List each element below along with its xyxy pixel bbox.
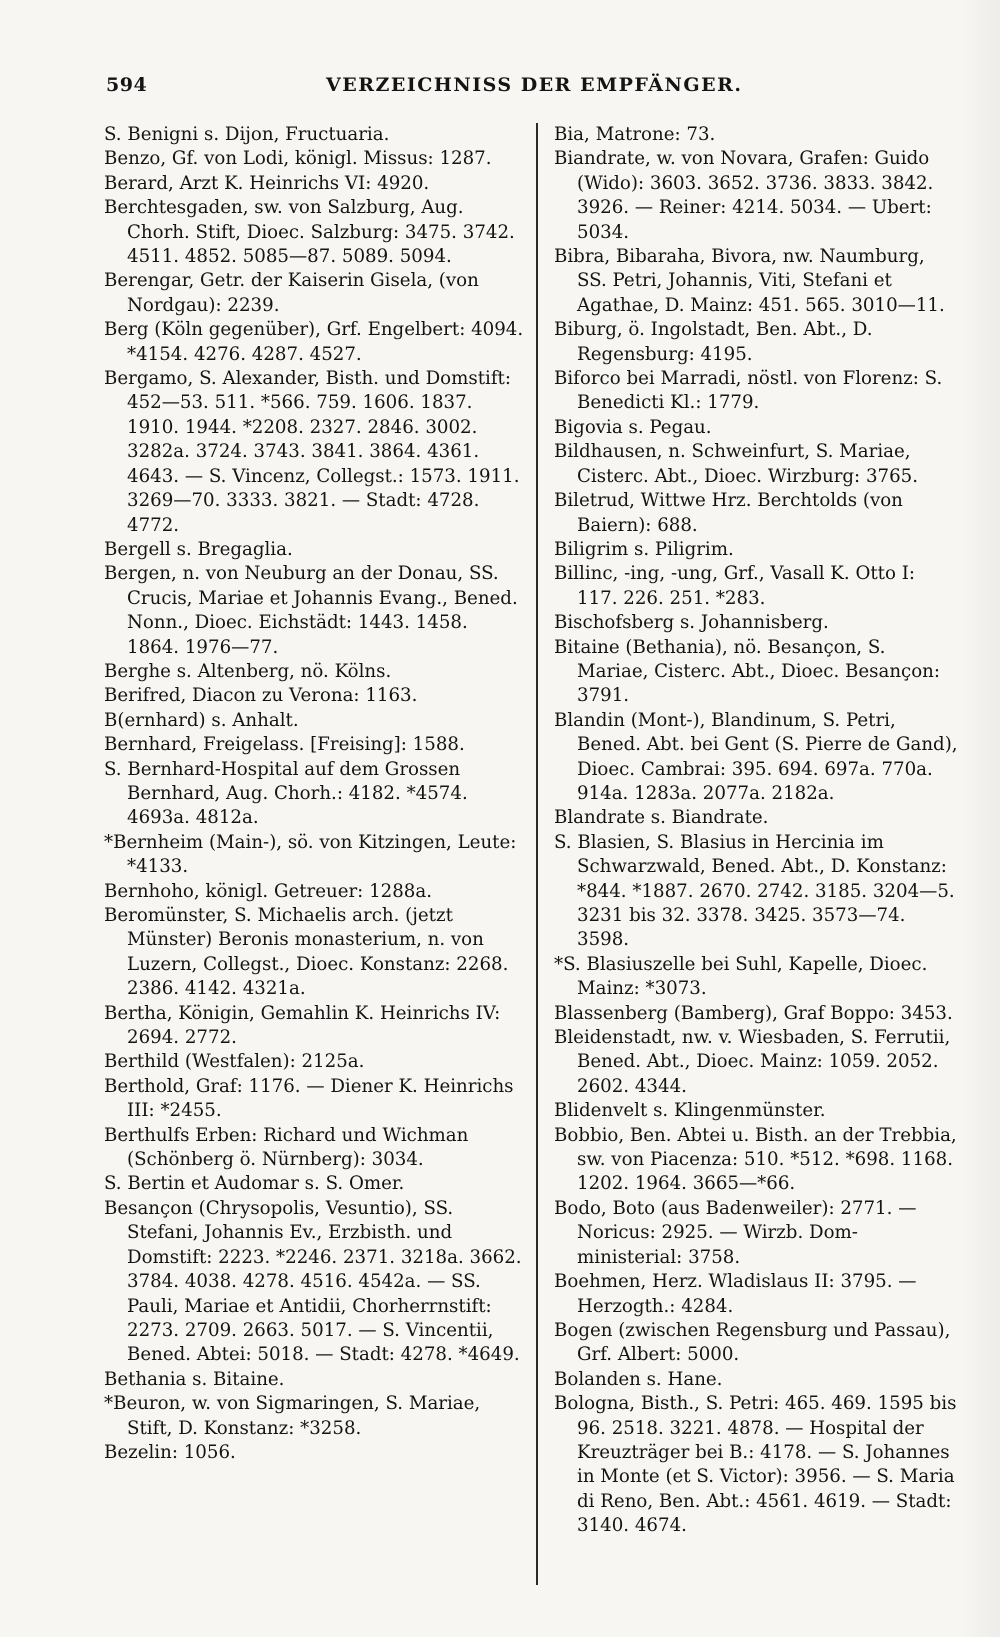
index-entry: Berthild (Westfalen): 2125a. [104,1051,365,1073]
running-head: VERZEICHNISS DER EMPFÄNGER. [326,74,743,96]
scan-shading [960,0,1000,1637]
index-entry: Berengar, Getr. der Kaiserin Gisela, (von Nordgau): 2239. [104,270,479,316]
index-entry: Berg (Köln gegenüber), Grf. Engelbert: 4094. *4154. 4276. 4287. 4527. [104,319,524,365]
left-column [104,123,524,1465]
index-entry: Bergamo, S. Alexander, Bisth. und Domstift: 452—53. 511. *566. 759. 1606. 1837. 1910. 1944. *2208. 2327. 2846. 3002. 3282a. 3724. 3743. 3841. 3864. 4361. 4643. — S. Vincenz, Collegst.: 1573. 1911. 3269—70. 3333. 3821. — Stadt: 4728. 4772. [104,368,520,536]
index-entry: Berard, Arzt K. Heinrichs VI: 4920. [104,172,430,194]
index-entry: Bernhoho, königl. Getreuer: 1288a. [104,880,432,902]
index-entry: Bethania s. Bitaine. [104,1368,285,1390]
index-entry: Berthold, Graf: 1176. — Diener K. Heinrichs III: *2455. [104,1075,514,1122]
index-entry: Blandin (Mont-), Blandinum, S. Petri, Bened. Abt. bei Gent (S. Pierre de Gand), Dioec. Cambrai: 395. 694. 697a. 770a. 914a. 1283a. 2077a. 2182a. [554,709,958,804]
index-entry: *S. Blasiuszelle bei Suhl, Kapelle, Dioec. Mainz: *3073. [554,953,928,1000]
index-entry: S. Benigni s. Dijon, Fructuaria. [104,124,390,145]
index-entry: Bergell s. Bregaglia. [104,538,293,560]
index-entry: Berthulfs Erben: Richard und Wichman (Schönberg ö. Nürnberg): 3034. [104,1124,469,1171]
right-column [554,123,959,1539]
index-entry: *Beuron, w. von Sigmaringen, S. Mariae, Stift, D. Konstanz: *3258. [104,1393,481,1439]
index-entry: Besançon (Chrysopolis, Vesuntio), SS. Stefani, Johannis Ev., Erzbisth. und Domstift: 2223. *2246. 2371. 3218a. 3662. 3784. 4038. 4278. 4516. 4542a. — SS. Pauli, Mariae et Antidii, Chorherrnstift: 2273. 2709. 2663. 5017. — S. Vincentii, Bened. Abtei: 5018. — Stadt: 4278. *4649. [104,1197,522,1366]
index-entry: *Bernheim (Main-), sö. von Kitzingen, Leute: *4133. [104,831,517,878]
index-entry: Billinc, -ing, -ung, Grf., Vasall K. Otto I: 117. 226. 251. *283. [554,563,916,609]
index-entry: Blidenvelt s. Klingenmünster. [554,1100,826,1122]
index-entry: Boehmen, Herz. Wladislaus II: 3795. — Herzogth.: 4284. [554,1271,917,1317]
index-entry: Bleidenstadt, nw. v. Wiesbaden, S. Ferrutii, Bened. Abt., Dioec. Mainz: 1059. 2052. 2602. 4344. [554,1027,951,1097]
index-entry: Biligrim s. Piligrim. [554,538,734,560]
index-entry: Bertha, Königin, Gemahlin K. Heinrichs IV: 2694. 2772. [104,1002,501,1049]
index-entry: Biletrud, Wittwe Hrz. Berchtolds (von Baiern): 688. [554,490,903,536]
index-entry: Bobbio, Ben. Abtei u. Bisth. an der Trebbia, sw. von Piacenza: 510. *512. *698. 1168. 1202. 1964. 3665—*66. [554,1124,957,1195]
index-entry: S. Bertin et Audomar s. S. Omer. [104,1173,405,1195]
index-entry: Bologna, Bisth., S. Petri: 465. 469. 1595 bis 96. 2518. 3221. 4878. — Hospital der Kreuzträger bei B.: 4178. — S. Johannes in Monte (et S. Victor): 3956. — S. Maria di Reno, Ben. Abt.: 4561. 4619. — Stadt: 3140. 4674. [554,1393,957,1537]
index-entry: Beromünster, S. Michaelis arch. (jetzt Münster) Beronis monasterium, n. von Luzern, Collegst., Dioec. Konstanz: 2268. 2386. 4142. 4321a. [104,905,509,1000]
index-entry: Blandrate s. Biandrate. [554,807,769,829]
page-header [106,74,906,102]
index-entry: Bildhausen, n. Schweinfurt, S. Mariae, Cisterc. Abt., Dioec. Wirzburg: 3765. [554,441,919,487]
index-entry: Bernhard, Freigelass. [Freising]: 1588. [104,734,465,756]
index-entry: Biforco bei Marradi, nöstl. von Florenz: S. Benedicti Kl.: 1779. [554,368,943,414]
page-number: 594 [106,74,148,96]
index-entry: Benzo, Gf. von Lodi, königl. Missus: 1287. [104,148,492,170]
index-entry: Biburg, ö. Ingolstadt, Ben. Abt., D. Regensburg: 4195. [554,319,873,365]
index-entry: Berchtesgaden, sw. von Salzburg, Aug. Chorh. Stift, Dioec. Salzburg: 3475. 3742. 4511. 4852. 5085—87. 5089. 5094. [104,197,515,268]
index-entry: Bia, Matrone: 73. [554,124,716,145]
index-entry: Berghe s. Altenberg, nö. Kölns. [104,660,392,682]
column-divider [536,123,538,1585]
index-entry: Biandrate, w. von Novara, Grafen: Guido (Wido): 3603. 3652. 3736. 3833. 3842. 3926. — Reiner: 4214. 5034. — Ubert: 5034. [554,148,934,243]
index-entry: S. Bernhard-Hospital auf dem Grossen Bernhard, Aug. Chorh.: 4182. *4574. 4693a. 4812a. [104,758,468,829]
index-entry: Bibra, Bibaraha, Bivora, nw. Naumburg, SS. Petri, Johannis, Viti, Stefani et Agathae, D. Mainz: 451. 565. 3010—11. [554,246,945,316]
index-entry: Bodo, Boto (aus Badenweiler): 2771. — Noricus: 2925. — Wirzb. Dom-ministerial: 3758. [554,1197,917,1268]
index-entry: S. Blasien, S. Blasius in Hercinia im Schwarzwald, Bened. Abt., D. Konstanz: *844. *1887. 2670. 2742. 3185. 3204—5. 3231 bis 32. 3378. 3425. 3573—74. 3598. [554,831,955,951]
index-entry: Bergen, n. von Neuburg an der Donau, SS. Crucis, Mariae et Johannis Evang., Bened. Nonn., Dioec. Eichstädt: 1443. 1458. 1864. 1976—77. [104,563,518,658]
index-entry: Bogen (zwischen Regensburg und Passau), Grf. Albert: 5000. [554,1319,951,1366]
index-entry: Blassenberg (Bamberg), Graf Boppo: 3453. [554,1002,953,1024]
index-entry: Bigovia s. Pegau. [554,416,712,438]
index-entry: Bolanden s. Hane. [554,1368,723,1390]
index-entry: Berifred, Diacon zu Verona: 1163. [104,685,418,707]
index-entry: Bischofsberg s. Johannisberg. [554,612,829,634]
index-entry: Bitaine (Bethania), nö. Besançon, S. Mariae, Cisterc. Abt., Dioec. Besançon: 3791. [554,636,941,707]
index-entry: Bezelin: 1056. [104,1441,236,1463]
index-entry: B(ernhard) s. Anhalt. [104,709,299,731]
